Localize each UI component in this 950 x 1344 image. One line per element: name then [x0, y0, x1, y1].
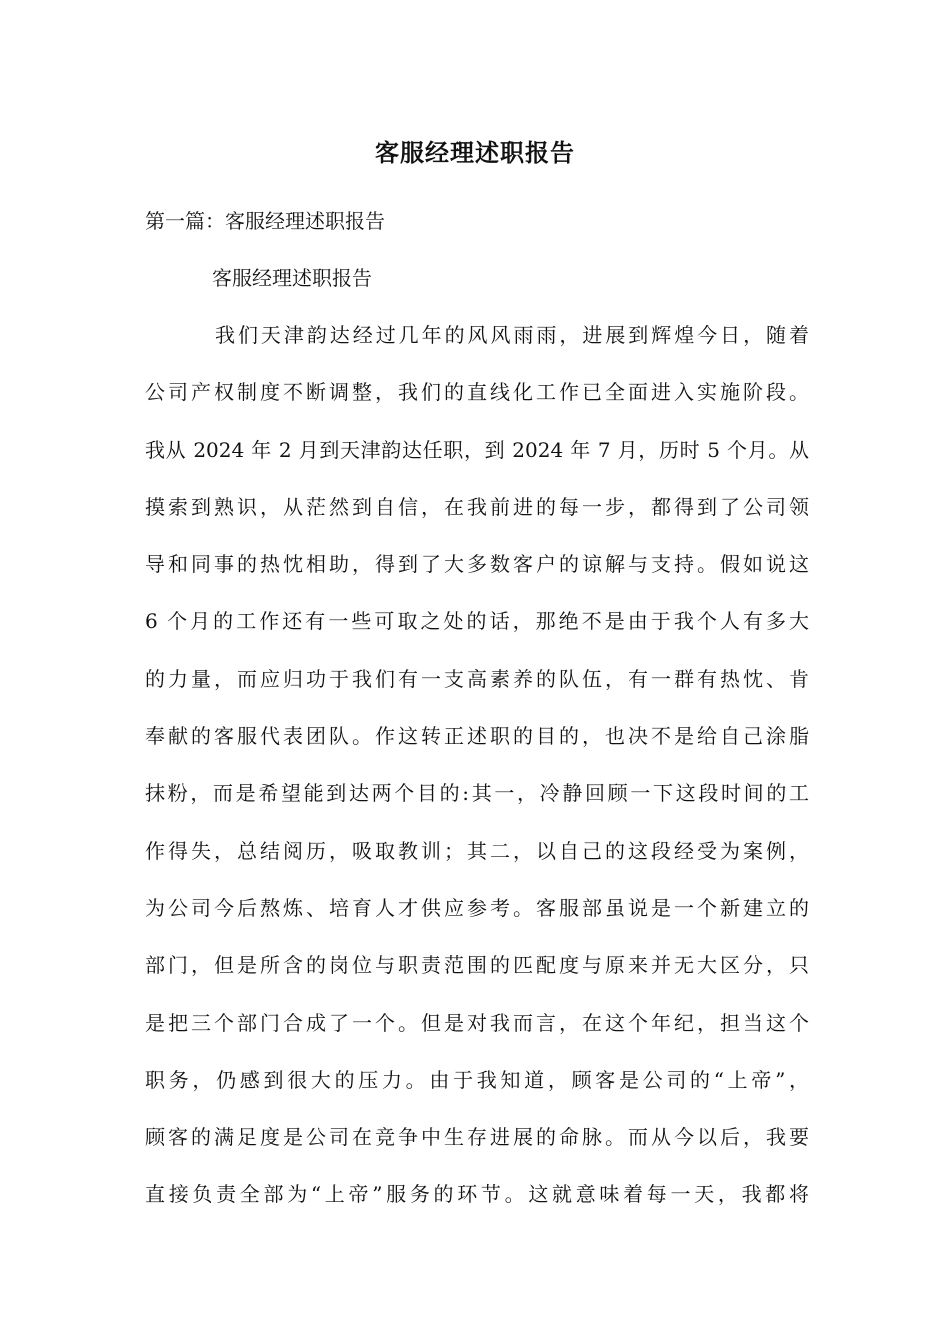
body-line: 6 个月的工作还有一些可取之处的话，那绝不是由于我个人有多大	[145, 609, 809, 634]
body-text	[145, 318, 809, 1235]
body-line: 我从 2024 年 2 月到天津韵达任职，到 2024 年 7 月，历时 5 个月。从	[145, 437, 809, 462]
body-line: 是把三个部门合成了一个。但是对我而言，在这个年纪，担当这个	[145, 1010, 809, 1035]
body-line: 作得失，总结阅历，吸取教训；其二，以自己的这段经受为案例，	[145, 838, 809, 863]
section-subheading: 客服经理述职报告	[212, 266, 372, 290]
body-line: 直接负责全部为“上帝”服务的环节。这就意味着每一天，我都将	[145, 1182, 809, 1207]
body-line: 部门，但是所含的岗位与职责范围的匹配度与原来并无大区分，只	[145, 953, 809, 978]
document-title: 客服经理述职报告	[375, 138, 575, 167]
section-heading: 第一篇：客服经理述职报告	[145, 209, 385, 233]
body-line: 为公司今后熬炼、培育人才供应参考。客服部虽说是一个新建立的	[145, 895, 809, 920]
body-line: 顾客的满足度是公司在竞争中生存进展的命脉。而从今以后，我要	[145, 1125, 809, 1150]
body-line: 公司产权制度不断调整，我们的直线化工作已全面进入实施阶段。	[145, 380, 809, 405]
body-line: 的力量，而应归功于我们有一支高素养的队伍，有一群有热忱、肯	[145, 666, 809, 691]
body-line: 导和同事的热忱相助，得到了大多数客户的谅解与支持。假如说这	[145, 552, 809, 577]
body-line: 摸索到熟识，从茫然到自信，在我前进的每一步，都得到了公司领	[145, 494, 809, 519]
body-line: 我们天津韵达经过几年的风风雨雨，进展到辉煌今日，随着	[215, 323, 809, 347]
body-line: 职务，仍感到很大的压力。由于我知道，顾客是公司的“上帝”，	[145, 1067, 809, 1092]
body-line: 奉献的客服代表团队。作这转正述职的目的，也决不是给自己涂脂	[145, 724, 809, 749]
body-line: 抹粉，而是希望能到达两个目的:其一，冷静回顾一下这段时间的工	[145, 781, 809, 806]
